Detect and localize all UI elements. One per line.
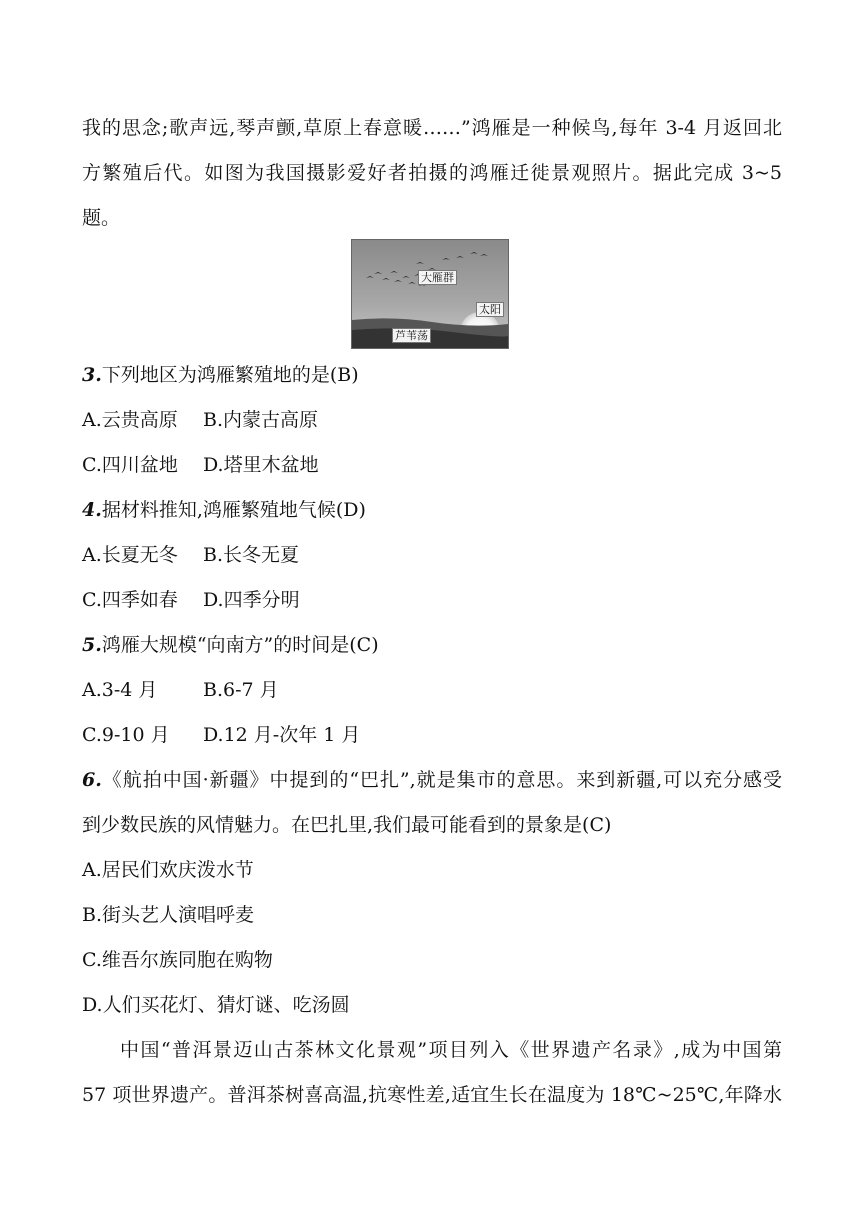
option-d: D.四季分明	[203, 589, 300, 611]
option-c: C.四季如春	[82, 589, 178, 611]
intro-line-3: 题。	[82, 207, 121, 229]
option-d: D.塔里木盆地	[203, 454, 319, 476]
question-4	[82, 498, 782, 522]
question-3-options-row-1	[82, 408, 782, 432]
question-stem-line-1: 《航拍中国·新疆》中提到的“巴扎”,就是集市的意思。来到新疆,可以充分感受	[101, 769, 782, 791]
label-reeds: 芦苇荡	[392, 328, 431, 343]
option-b: B.街头艺人演唱呼麦	[82, 904, 255, 926]
intro-line-2: 方繁殖后代。如图为我国摄影爱好者拍摄的鸿雁迁徙景观照片。据此完成 3~5	[82, 162, 782, 184]
option-d: D.12 月-次年 1 月	[203, 724, 361, 746]
question-3-options-row-2	[82, 453, 782, 477]
question-number: 5.	[82, 634, 102, 656]
geese-migration-photo	[351, 239, 509, 349]
question-6	[82, 768, 782, 792]
passage-line-1: 中国“普洱景迈山古茶林文化景观”项目列入《世界遗产名录》,成为中国第	[120, 1039, 782, 1061]
label-sun: 太阳	[476, 302, 504, 317]
question-number: 4.	[82, 499, 102, 521]
question-3	[82, 363, 782, 387]
question-5	[82, 633, 782, 657]
option-c: C.四川盆地	[82, 454, 178, 476]
option-b: B.内蒙古高原	[203, 409, 319, 431]
option-b: B.6-7 月	[203, 679, 279, 701]
option-a: A.居民们欢庆泼水节	[82, 859, 254, 881]
option-a: A.3-4 月	[82, 679, 158, 701]
label-geese: 大雁群	[418, 270, 457, 285]
question-4-options-row-1	[82, 543, 782, 567]
question-stem: 据材料推知,鸿雁繁殖地气候(D)	[101, 499, 366, 521]
option-d: D.人们买花灯、猜灯谜、吃汤圆	[82, 994, 350, 1016]
passage-line-2: 57 项世界遗产。普洱茶树喜高温,抗寒性差,适宜生长在温度为 18℃~25℃,年降水	[82, 1084, 782, 1106]
option-c: C.9-10 月	[82, 724, 170, 746]
question-stem: 下列地区为鸿雁繁殖地的是(B)	[101, 364, 359, 386]
intro-line-1: 我的思念;歌声远,琴声颤,草原上春意暖……”鸿雁是一种候鸟,每年 3-4 月返回北	[82, 117, 782, 139]
question-number: 3.	[82, 364, 102, 386]
option-a: A.长夏无冬	[82, 544, 178, 566]
option-c: C.维吾尔族同胞在购物	[82, 949, 273, 971]
question-number: 6.	[82, 769, 102, 791]
option-b: B.长冬无夏	[203, 544, 300, 566]
question-5-options-row-2	[82, 723, 782, 747]
option-a: A.云贵高原	[82, 409, 178, 431]
question-4-options-row-2	[82, 588, 782, 612]
question-stem: 鸿雁大规模“向南方”的时间是(C)	[101, 634, 379, 656]
question-6-stem-line-2: 到少数民族的风情魅力。在巴扎里,我们最可能看到的景象是(C)	[82, 814, 612, 836]
question-5-options-row-1	[82, 678, 782, 702]
